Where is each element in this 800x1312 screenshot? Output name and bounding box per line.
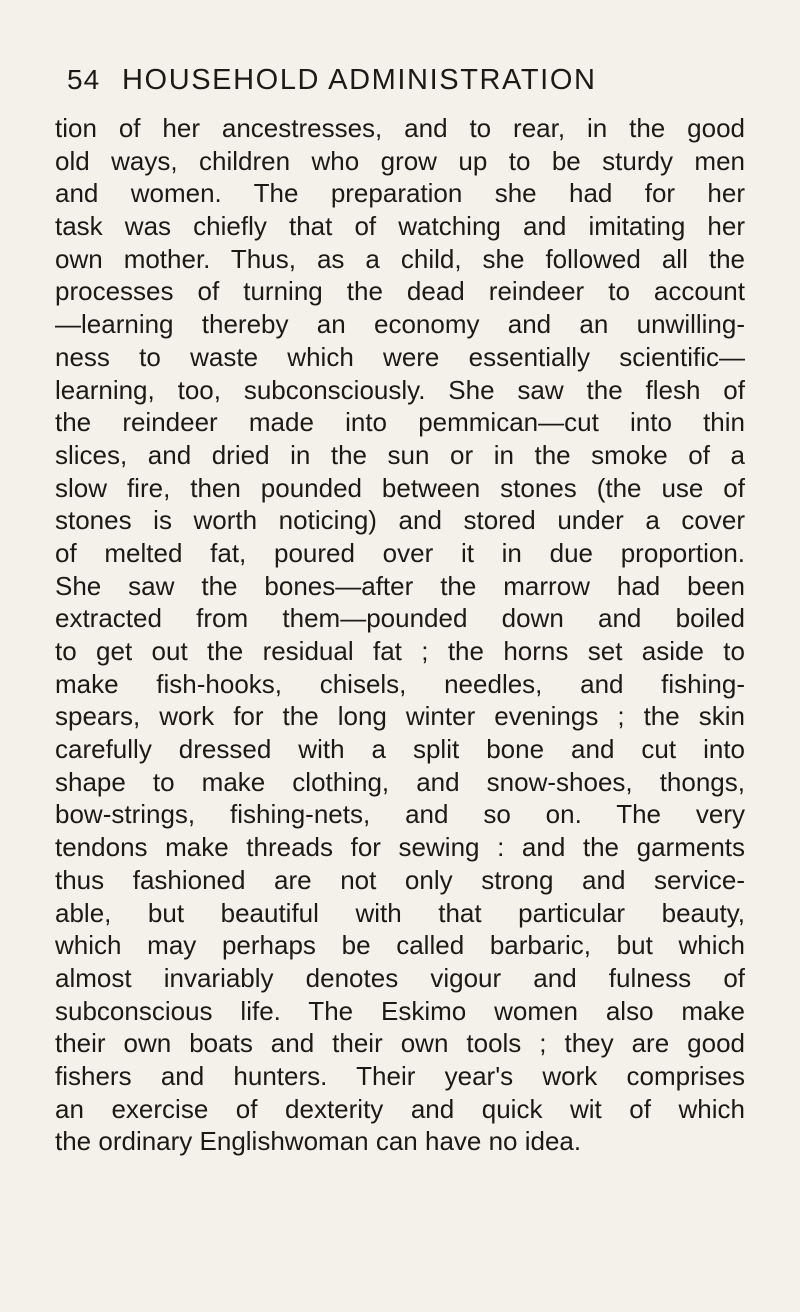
body-text [55, 112, 745, 1158]
text-line: thus fashioned are not only strong and service- [55, 864, 745, 895]
text-line: stones is worth noticing) and stored under a cover [55, 505, 745, 536]
text-line: subconscious life. The Eskimo women also make [55, 995, 745, 1026]
text-line: an exercise of dexterity and quick wit of which [55, 1093, 745, 1124]
text-line: tion of her ancestresses, and to rear, in the good [55, 113, 745, 143]
text-line: shape to make clothing, and snow-shoes, thongs, [55, 766, 745, 797]
text-line: She saw the bones—after the marrow had been [55, 570, 745, 601]
text-line: their own boats and their own tools ; they are good [55, 1028, 745, 1059]
text-line: —learning thereby an economy and an unwilling- [55, 309, 745, 340]
text-line: ness to waste which were essentially scientific— [55, 341, 745, 372]
text-line: and women. The preparation she had for her [55, 178, 745, 209]
text-line: able, but beautiful with that particular beauty, [55, 897, 745, 928]
text-line: learning, too, subconsciously. She saw the flesh of [55, 374, 745, 405]
text-line: make fish-hooks, chisels, needles, and fishing- [55, 668, 745, 699]
text-line: almost invariably denotes vigour and fulness of [55, 962, 745, 993]
text-line: spears, work for the long winter evenings ; the skin [55, 701, 745, 732]
running-head: HOUSEHOLD ADMINISTRATION [122, 64, 597, 96]
text-line: of melted fat, poured over it in due proportion. [55, 537, 745, 568]
text-line: to get out the residual fat ; the horns set aside to [55, 636, 745, 666]
text-line: which may perhaps be called barbaric, but which [55, 930, 745, 961]
text-line: slices, and dried in the sun or in the smoke of a [55, 439, 745, 470]
page-number: 54 [67, 64, 101, 95]
text-line: processes of turning the dead reindeer to account [55, 276, 745, 307]
page-header [67, 64, 757, 104]
text-line: tendons make threads for sewing : and the garments [55, 832, 745, 863]
text-line: carefully dressed with a split bone and cut into [55, 734, 745, 765]
text-line: the reindeer made into pemmican—cut into thin [55, 407, 745, 438]
text-line: fishers and hunters. Their year's work comprises [55, 1060, 745, 1091]
text-line: old ways, children who grow up to be sturdy men [55, 145, 745, 176]
text-line: the ordinary Englishwoman can have no idea. [55, 1126, 582, 1157]
text-line: bow-strings, fishing-nets, and so on. The very [55, 799, 745, 830]
text-line: own mother. Thus, as a child, she followed all the [55, 243, 745, 274]
text-line: slow fire, then pounded between stones (the use of [55, 472, 745, 503]
text-line: task was chiefly that of watching and imitating her [55, 211, 745, 242]
text-line: extracted from them—pounded down and boiled [55, 603, 745, 634]
